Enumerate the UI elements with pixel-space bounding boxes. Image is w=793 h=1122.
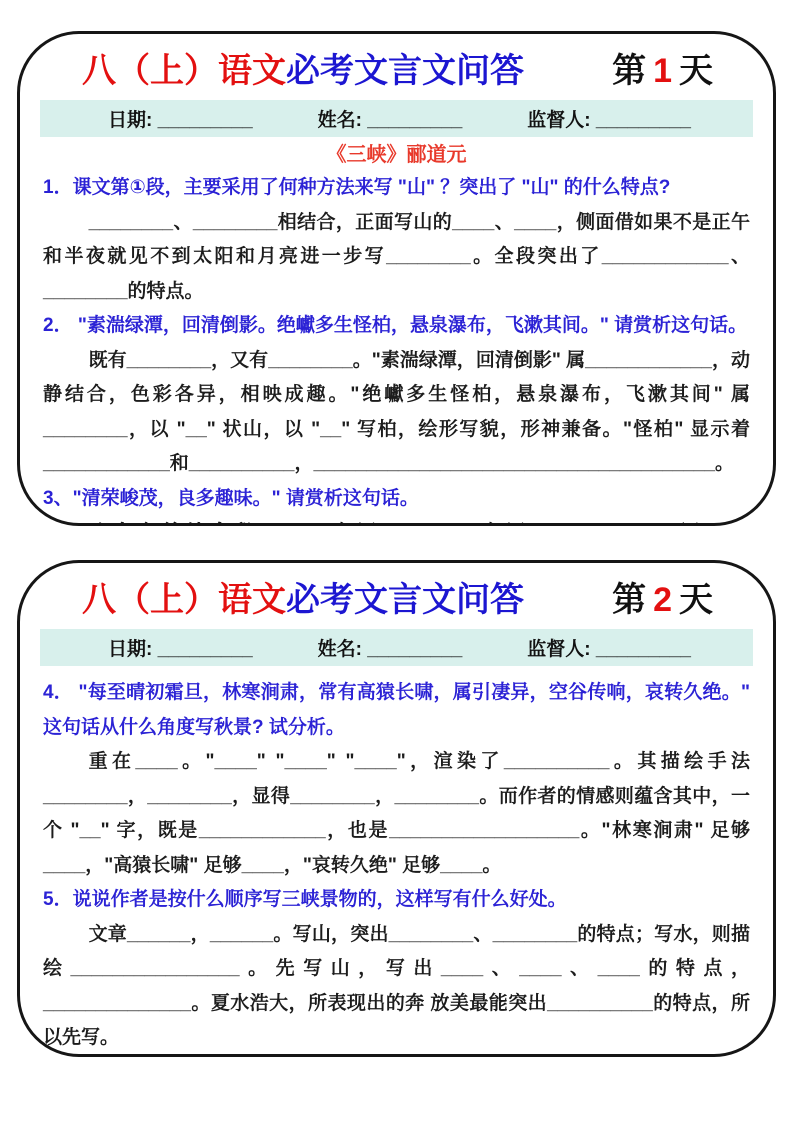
info-bar-day-2 <box>40 629 753 666</box>
name-blank-line: _________ <box>367 110 463 131</box>
supervisor-blank-line: _________ <box>595 110 691 131</box>
day-number: 2 <box>653 581 674 619</box>
name-field <box>318 634 463 661</box>
course-title-blue: 必考文言文问答 <box>286 581 524 619</box>
course-title-red: 八（上）语文 <box>82 52 286 90</box>
course-title-blue: 必考文言文问答 <box>286 52 524 90</box>
name-field-label: 姓名: <box>317 110 368 131</box>
qa-section-day-1 <box>20 168 773 526</box>
day-number: 1 <box>653 52 674 90</box>
question-3: 3、"清荣峻茂，良多趣味。" 请赏析这句话。 <box>43 487 419 509</box>
day-1-card <box>17 31 776 526</box>
name-field-label: 姓名: <box>317 639 368 660</box>
day-prefix: 第 <box>612 581 649 619</box>
day-suffix: 天 <box>679 581 715 619</box>
card-header-day-1 <box>20 34 773 92</box>
date-field <box>108 634 253 661</box>
day-suffix: 天 <box>679 52 715 90</box>
name-field <box>318 105 463 132</box>
supervisor-field <box>527 634 691 661</box>
question-4: 4． "每至晴初霜旦，林寒涧肃，常有高猿长啸，属引凄异，空谷传响，哀转久绝。" 这句话从什么角度写秋景? 试分析。 <box>43 682 750 738</box>
date-field <box>108 105 253 132</box>
supervisor-field <box>527 105 691 132</box>
course-title-red: 八（上）语文 <box>82 581 286 619</box>
date-field-label: 日期: <box>108 110 158 131</box>
question-2: 2． "素湍绿潭，回清倒影。绝巘多生怪柏，悬泉瀑布，飞漱其间。" 请赏析这句话。 <box>43 315 748 336</box>
day-label <box>612 50 715 92</box>
answer-3 <box>43 516 750 526</box>
lesson-title: 《三峡》郦道元 <box>326 144 467 166</box>
supervisor-field-label: 监督人: <box>527 639 596 660</box>
date-blank-line: _________ <box>157 639 253 660</box>
answer-1: ________、________相结合，正面写山的____、____，侧面借如果不是正午和半夜就见不到太阳和月亮进一步写________。全段突出了____________、________的特点。 <box>43 211 750 302</box>
day-2-card <box>17 560 776 1057</box>
day-prefix: 第 <box>612 52 649 90</box>
card-header-day-2 <box>20 563 773 621</box>
course-title <box>82 50 524 92</box>
answer-5: 文章______，______。写山，突出________、________的特点；写水，则描绘________________。先写山，写出____、____、____的特点，______________。夏水浩大，所表现出的奔 放美最能突出__________的特点，所以先写。 <box>43 923 750 1048</box>
answer-2: 既有________，又有________。"素湍绿潭，回清倒影" 属____________，动静结合，色彩各异，相映成趣。"绝巘多生怪柏，悬泉瀑布，飞漱其间" 属________，以 "__" 状山，以 "__" 写柏，绘形写貌，形神兼备。"怪柏" 显示着____________和__________，______________________________________。 <box>43 349 750 474</box>
answer-4: 重在____。"____" "____" "____"，渲染了__________。其描绘手法________，________，显得________，________。而作者的情感则蕴含其中，一个 "__" 字，既是____________，也是__________________。"林寒涧肃" 足够____，"高猿长啸" 足够____，"哀转久绝" 足够____。 <box>43 751 750 876</box>
question-1: 1．课文第①段，主要采用了何种方法来写 "山" ？突出了 "山" 的什么特点? <box>43 177 671 198</box>
supervisor-blank-line: _________ <box>595 639 691 660</box>
course-title <box>82 579 524 621</box>
day-label <box>612 579 715 621</box>
info-bar-day-1 <box>40 100 753 137</box>
date-field-label: 日期: <box>108 639 158 660</box>
supervisor-field-label: 监督人: <box>527 110 596 131</box>
name-blank-line: _________ <box>367 639 463 660</box>
qa-section-day-2 <box>20 666 773 1056</box>
date-blank-line: _________ <box>157 110 253 131</box>
question-5: 5．说说作者是按什么顺序写三峡景物的，这样写有什么好处。 <box>43 889 567 910</box>
